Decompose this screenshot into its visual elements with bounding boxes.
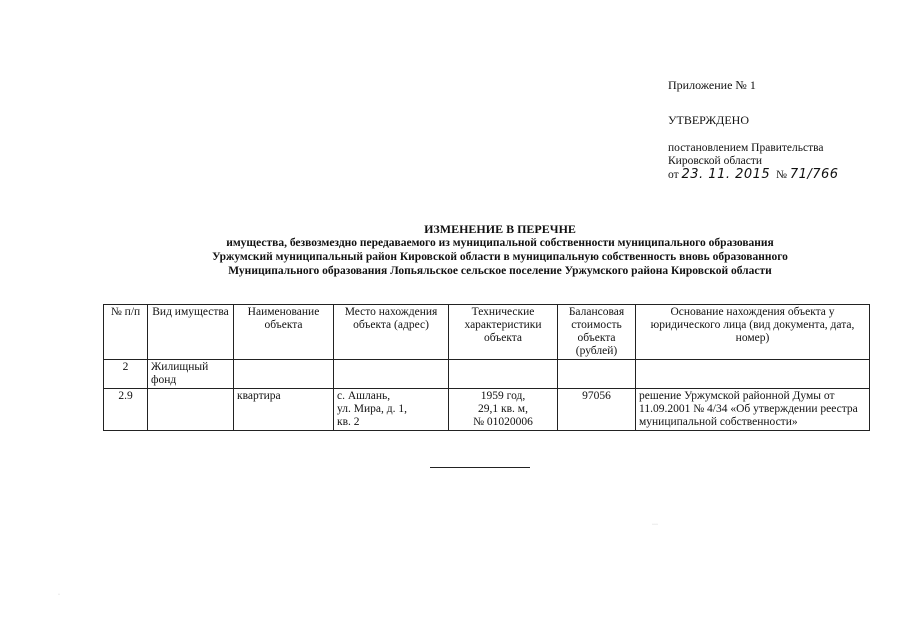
header-value: Балансовая стоимость объекта (рублей) (558, 305, 636, 360)
decree-number-label: № (775, 169, 787, 181)
title-line-4: Муниципального образования Лопьяльское сельское поселение Уржумского района Кировской области (228, 265, 772, 277)
cell-value (558, 360, 636, 389)
scan-speck: ··· (652, 522, 658, 528)
decree-prefix: от (668, 169, 679, 181)
cell-location (334, 360, 449, 389)
cell-name (234, 360, 334, 389)
cell-location (334, 389, 449, 431)
document-title (150, 222, 850, 278)
header-basis: Основание нахождения объекта у юридического лица (вид документа, дата, номер) (636, 305, 870, 360)
table-header-row (104, 305, 870, 360)
decree-date-handwritten: 23. 11. 2015 (681, 167, 771, 182)
cell-type (148, 389, 234, 431)
cell-num: 2 (104, 360, 148, 389)
location-line: кв. 2 (337, 416, 360, 428)
header-type: Вид имущества (148, 305, 234, 360)
header-location: Место нахождения объекта (адрес) (334, 305, 449, 360)
tech-line: 1959 год, (480, 390, 526, 402)
location-line: с. Ашлань, (337, 390, 391, 402)
decree-block (668, 142, 839, 182)
title-main: ИЗМЕНЕНИЕ В ПЕРЕЧНЕ (424, 222, 576, 236)
approved-label: УТВЕРЖДЕНО (668, 113, 750, 127)
tech-line: 29,1 кв. м, (478, 403, 528, 415)
decree-line-1: постановлением Правительства (668, 142, 824, 154)
cell-value: 97056 (558, 389, 636, 431)
header-tech: Технические характеристики объекта (449, 305, 558, 360)
cell-tech (449, 360, 558, 389)
cell-name: квартира (234, 389, 334, 431)
header-name: Наименование объекта (234, 305, 334, 360)
appendix-label: Приложение № 1 (668, 78, 756, 92)
title-line-3: Уржумский муниципальный район Кировской области в муниципальную собственность вновь образованного (212, 251, 788, 263)
table-row (104, 360, 870, 389)
closing-rule (430, 467, 530, 468)
scan-speck: · (58, 592, 60, 598)
cell-num: 2.9 (104, 389, 148, 431)
property-table (103, 304, 870, 431)
decree-number-handwritten: 71/766 (789, 167, 839, 182)
decree-line-3 (668, 168, 839, 182)
cell-basis (636, 360, 870, 389)
cell-type: Жилищный фонд (148, 360, 234, 389)
cell-basis: решение Уржумской районной Думы от 11.09.2001 № 4/34 «Об утверждении реестра муниципальной собственности» (636, 389, 870, 431)
cell-tech (449, 389, 558, 431)
table-row (104, 389, 870, 431)
header-num: № п/п (104, 305, 148, 360)
decree-line-2: Кировской области (668, 155, 763, 167)
title-line-2: имущества, безвозмездно передаваемого из муниципальной собственности муниципального образования (226, 237, 774, 249)
location-line: ул. Мира, д. 1, (337, 403, 407, 415)
tech-line: № 01020006 (473, 416, 533, 428)
